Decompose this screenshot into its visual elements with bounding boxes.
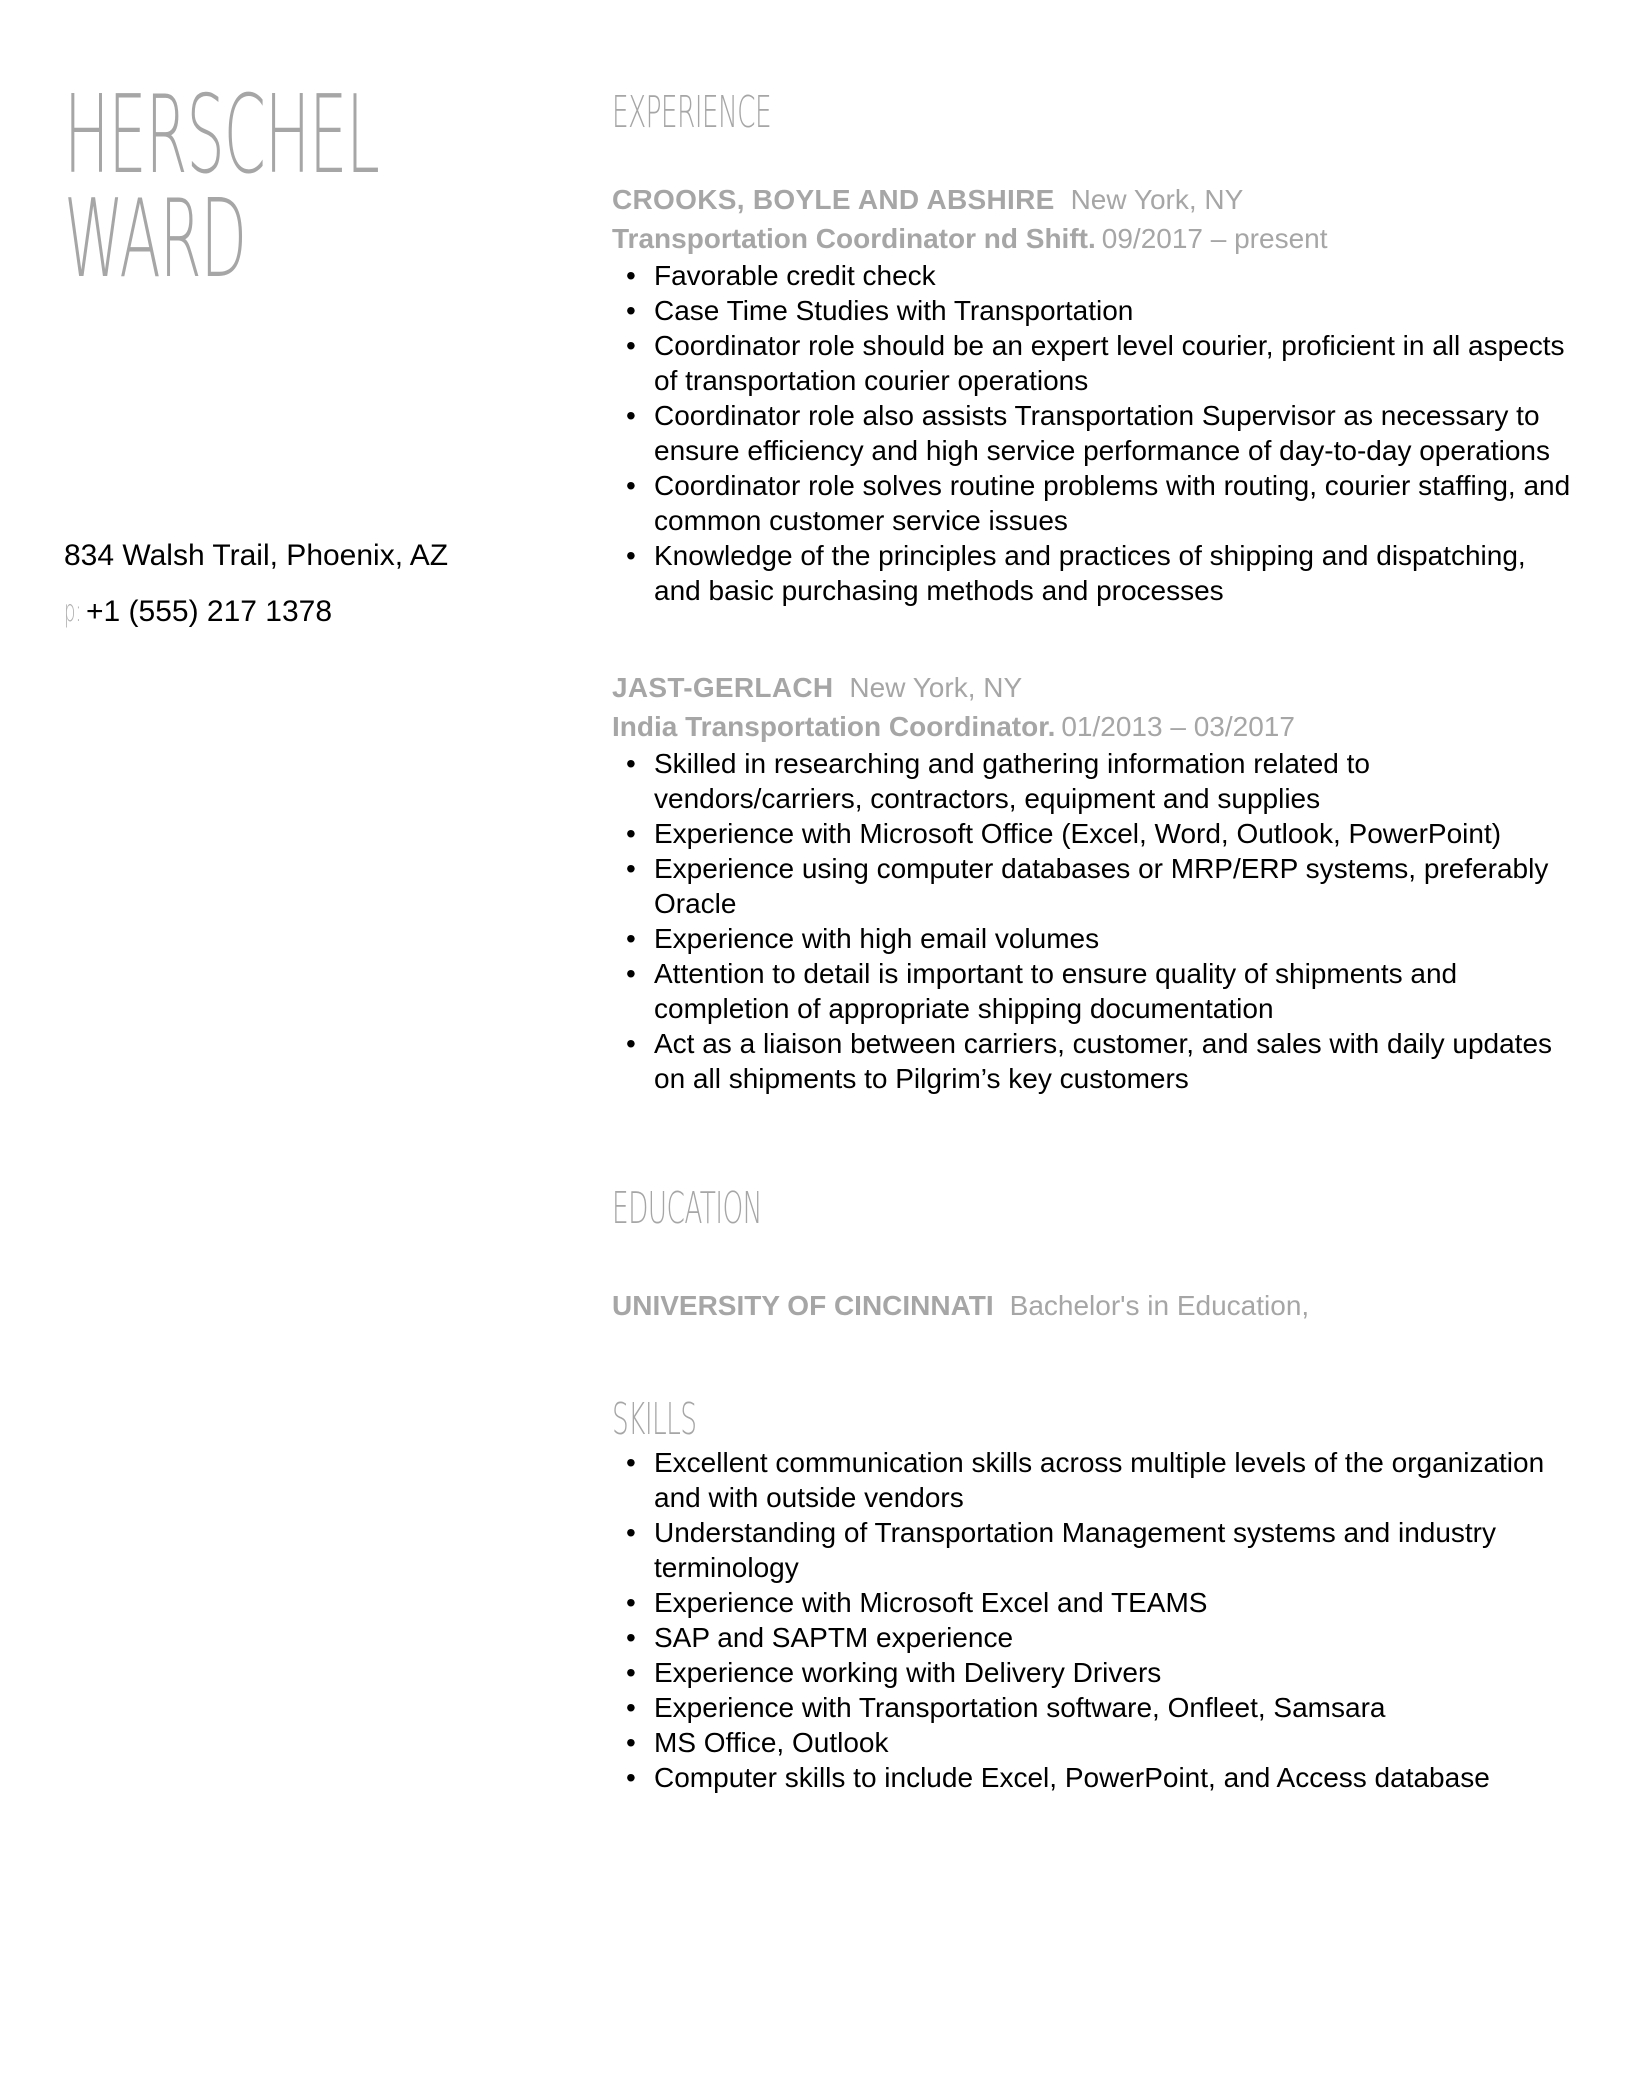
job-entry <box>612 180 1572 608</box>
skills-list <box>612 1445 1572 1795</box>
phone-label: p: <box>64 594 82 629</box>
job-duties <box>612 258 1572 608</box>
phone-number: +1 (555) 217 1378 <box>86 595 333 628</box>
main-column <box>612 88 1572 1795</box>
contact-info <box>64 538 584 630</box>
list-item: • Experience working with Delivery Drivers <box>612 1655 1572 1690</box>
list-item: • Excellent communication skills across multiple levels of the organization and with outside vendors <box>612 1445 1572 1515</box>
list-item: • Experience using computer databases or MRP/ERP systems, preferably Oracle <box>612 851 1572 921</box>
job-title: Transportation Coordinator nd Shift. <box>612 223 1096 254</box>
job-dates: 09/2017 – present <box>1101 223 1328 254</box>
first-name: HERSCHEL <box>64 73 379 198</box>
job-entry <box>612 668 1572 1096</box>
list-item: • Coordinator role should be an expert level courier, proficient in all aspects of transportation courier operations <box>612 328 1572 398</box>
company-name: CROOKS, BOYLE AND ABSHIRE <box>612 184 1055 215</box>
list-item: • Coordinator role also assists Transportation Supervisor as necessary to ensure efficiency and high service performance of day-to-day operations <box>612 398 1572 468</box>
list-item: • MS Office, Outlook <box>612 1725 1572 1760</box>
list-item: • Understanding of Transportation Management systems and industry terminology <box>612 1515 1572 1585</box>
list-item: • Coordinator role solves routine problems with routing, courier staffing, and common customer service issues <box>612 468 1572 538</box>
job-subheader <box>612 219 1572 258</box>
list-item: • Skilled in researching and gathering information related to vendors/carriers, contractors, equipment and supplies <box>612 746 1572 816</box>
address: 834 Walsh Trail, Phoenix, AZ <box>64 539 449 572</box>
list-item: • Attention to detail is important to ensure quality of shipments and completion of appropriate shipping documentation <box>612 956 1572 1026</box>
school-name: UNIVERSITY OF CINCINNATI <box>612 1290 994 1321</box>
job-title: India Transportation Coordinator. <box>612 711 1056 742</box>
list-item: • Favorable credit check <box>612 258 1572 293</box>
job-location: New York, NY <box>1070 184 1244 215</box>
list-item: • SAP and SAPTM experience <box>612 1620 1572 1655</box>
list-item: • Experience with Microsoft Office (Excel, Word, Outlook, PowerPoint) <box>612 816 1572 851</box>
list-item: • Experience with Transportation software, Onfleet, Samsara <box>612 1690 1572 1725</box>
skills-heading: SKILLS <box>612 1394 697 1445</box>
education-entry <box>612 1286 1572 1325</box>
profile-column <box>64 73 584 650</box>
education-heading: EDUCATION <box>612 1183 762 1234</box>
candidate-name <box>64 73 584 302</box>
list-item: • Act as a liaison between carriers, customer, and sales with daily updates on all shipments to Pilgrim’s key customers <box>612 1026 1572 1096</box>
list-item: • Experience with Microsoft Excel and TEAMS <box>612 1585 1572 1620</box>
company-name: JAST-GERLACH <box>612 672 834 703</box>
last-name: WARD <box>64 177 246 302</box>
job-header <box>612 668 1572 707</box>
job-header <box>612 180 1572 219</box>
list-item: • Case Time Studies with Transportation <box>612 293 1572 328</box>
job-location: New York, NY <box>849 672 1023 703</box>
job-dates: 01/2013 – 03/2017 <box>1061 711 1295 742</box>
job-subheader <box>612 707 1572 746</box>
skills-section <box>612 1395 1572 1795</box>
education-section <box>612 1184 1572 1325</box>
list-item: • Experience with high email volumes <box>612 921 1572 956</box>
phone-row <box>64 594 584 630</box>
experience-section <box>612 88 1572 1096</box>
list-item: • Knowledge of the principles and practices of shipping and dispatching, and basic purchasing methods and processes <box>612 538 1572 608</box>
list-item: • Computer skills to include Excel, PowerPoint, and Access database <box>612 1760 1572 1795</box>
degree: Bachelor's in Education, <box>1009 1290 1310 1321</box>
job-duties <box>612 746 1572 1096</box>
experience-heading: EXPERIENCE <box>612 87 772 138</box>
